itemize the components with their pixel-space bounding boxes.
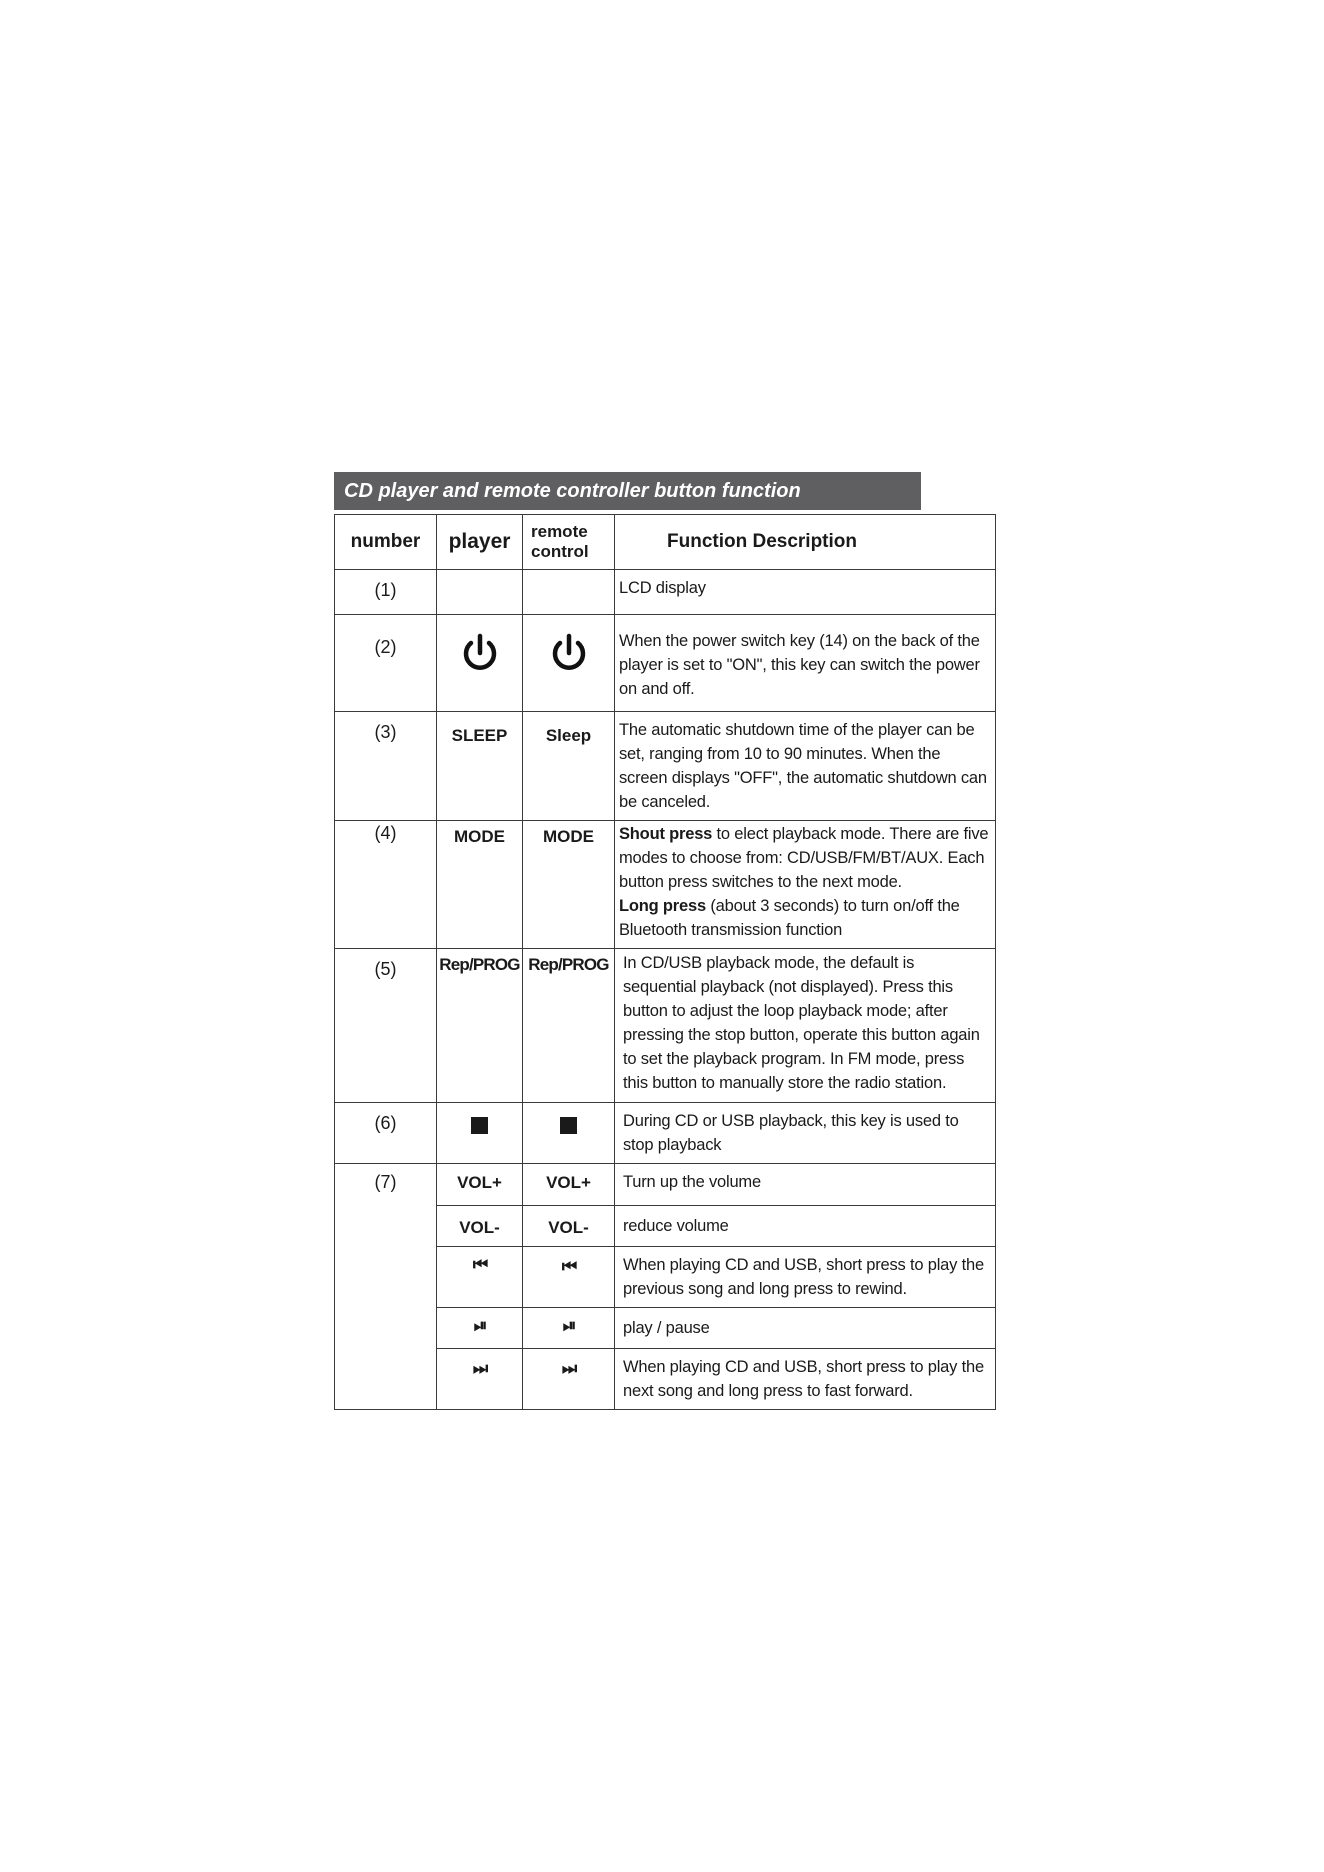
table-row [335, 712, 996, 821]
player-button [437, 1247, 523, 1308]
function-description: During CD or USB playback, this key is used to stop playback [615, 1103, 996, 1164]
player-button [437, 570, 523, 615]
table-row [335, 1164, 996, 1206]
header-player: player [437, 515, 523, 570]
player-button [437, 1103, 523, 1164]
stop-icon [560, 1117, 577, 1134]
player-button [437, 1308, 523, 1349]
function-description: When the power switch key (14) on the back of the player is set to "ON", this key can switch the power on and off. [615, 615, 996, 712]
power-icon [460, 633, 500, 675]
function-description: Turn up the volume [615, 1164, 996, 1206]
previous-track-icon: ⏮ [472, 1255, 487, 1274]
remote-button: Rep/PROG [523, 949, 615, 1103]
row-number: (4) [335, 821, 437, 949]
remote-button [523, 570, 615, 615]
remote-button [523, 1247, 615, 1308]
header-remote-control: remote control [523, 515, 615, 570]
play-pause-icon: ⏯ [562, 1316, 575, 1335]
function-description: When playing CD and USB, short press to play the previous song and long press to rewind. [615, 1247, 996, 1308]
player-button: SLEEP [437, 712, 523, 821]
remote-button: MODE [523, 821, 615, 949]
row-number: (6) [335, 1103, 437, 1164]
row-number: (3) [335, 712, 437, 821]
remote-button [523, 1349, 615, 1410]
table-header-row [335, 515, 996, 570]
row-number: (2) [335, 615, 437, 712]
table-row [335, 1103, 996, 1164]
next-track-icon: ⏭ [472, 1359, 487, 1378]
remote-button: VOL+ [523, 1164, 615, 1206]
row-number: (5) [335, 949, 437, 1103]
next-track-icon: ⏭ [561, 1359, 576, 1378]
previous-track-icon: ⏮ [561, 1257, 576, 1276]
header-function-description: Function Description [615, 515, 996, 570]
table-row [335, 615, 996, 712]
row-number: (7) [335, 1164, 437, 1410]
function-description: When playing CD and USB, short press to play the next song and long press to fast forward. [615, 1349, 996, 1410]
header-number: number [335, 515, 437, 570]
power-icon [549, 633, 589, 675]
table-row [335, 949, 996, 1103]
stop-icon [471, 1117, 488, 1134]
remote-button: Sleep [523, 712, 615, 821]
player-button [437, 1349, 523, 1410]
remote-button [523, 1103, 615, 1164]
section-title: CD player and remote controller button function [334, 472, 921, 510]
remote-button [523, 1308, 615, 1349]
player-button: Rep/PROG [437, 949, 523, 1103]
remote-button [523, 615, 615, 712]
function-description: The automatic shutdown time of the player can be set, ranging from 10 to 90 minutes. When the screen displays "OFF", the automatic shutdown can be canceled. [615, 712, 996, 821]
player-button [437, 615, 523, 712]
player-button: MODE [437, 821, 523, 949]
play-pause-icon: ⏯ [473, 1316, 486, 1335]
function-description: play / pause [615, 1308, 996, 1349]
remote-button: VOL- [523, 1206, 615, 1247]
row-number: (1) [335, 570, 437, 615]
function-description: reduce volume [615, 1206, 996, 1247]
button-function-table [334, 514, 996, 1410]
player-button: VOL- [437, 1206, 523, 1247]
table-row [335, 570, 996, 615]
function-description: LCD display [615, 570, 996, 615]
function-description: Shout press to elect playback mode. There are five modes to choose from: CD/USB/FM/BT/AUX. Each button press switches to the next mode. Long press (about 3 seconds) to turn on/off the Bluetooth transmission function [615, 821, 996, 949]
function-description: In CD/USB playback mode, the default is sequential playback (not displayed). Press this button to adjust the loop playback mode; after pressing the stop button, operate this button again to set the playback program. In FM mode, press this button to manually store the radio station. [615, 949, 996, 1103]
player-button: VOL+ [437, 1164, 523, 1206]
table-row [335, 821, 996, 949]
